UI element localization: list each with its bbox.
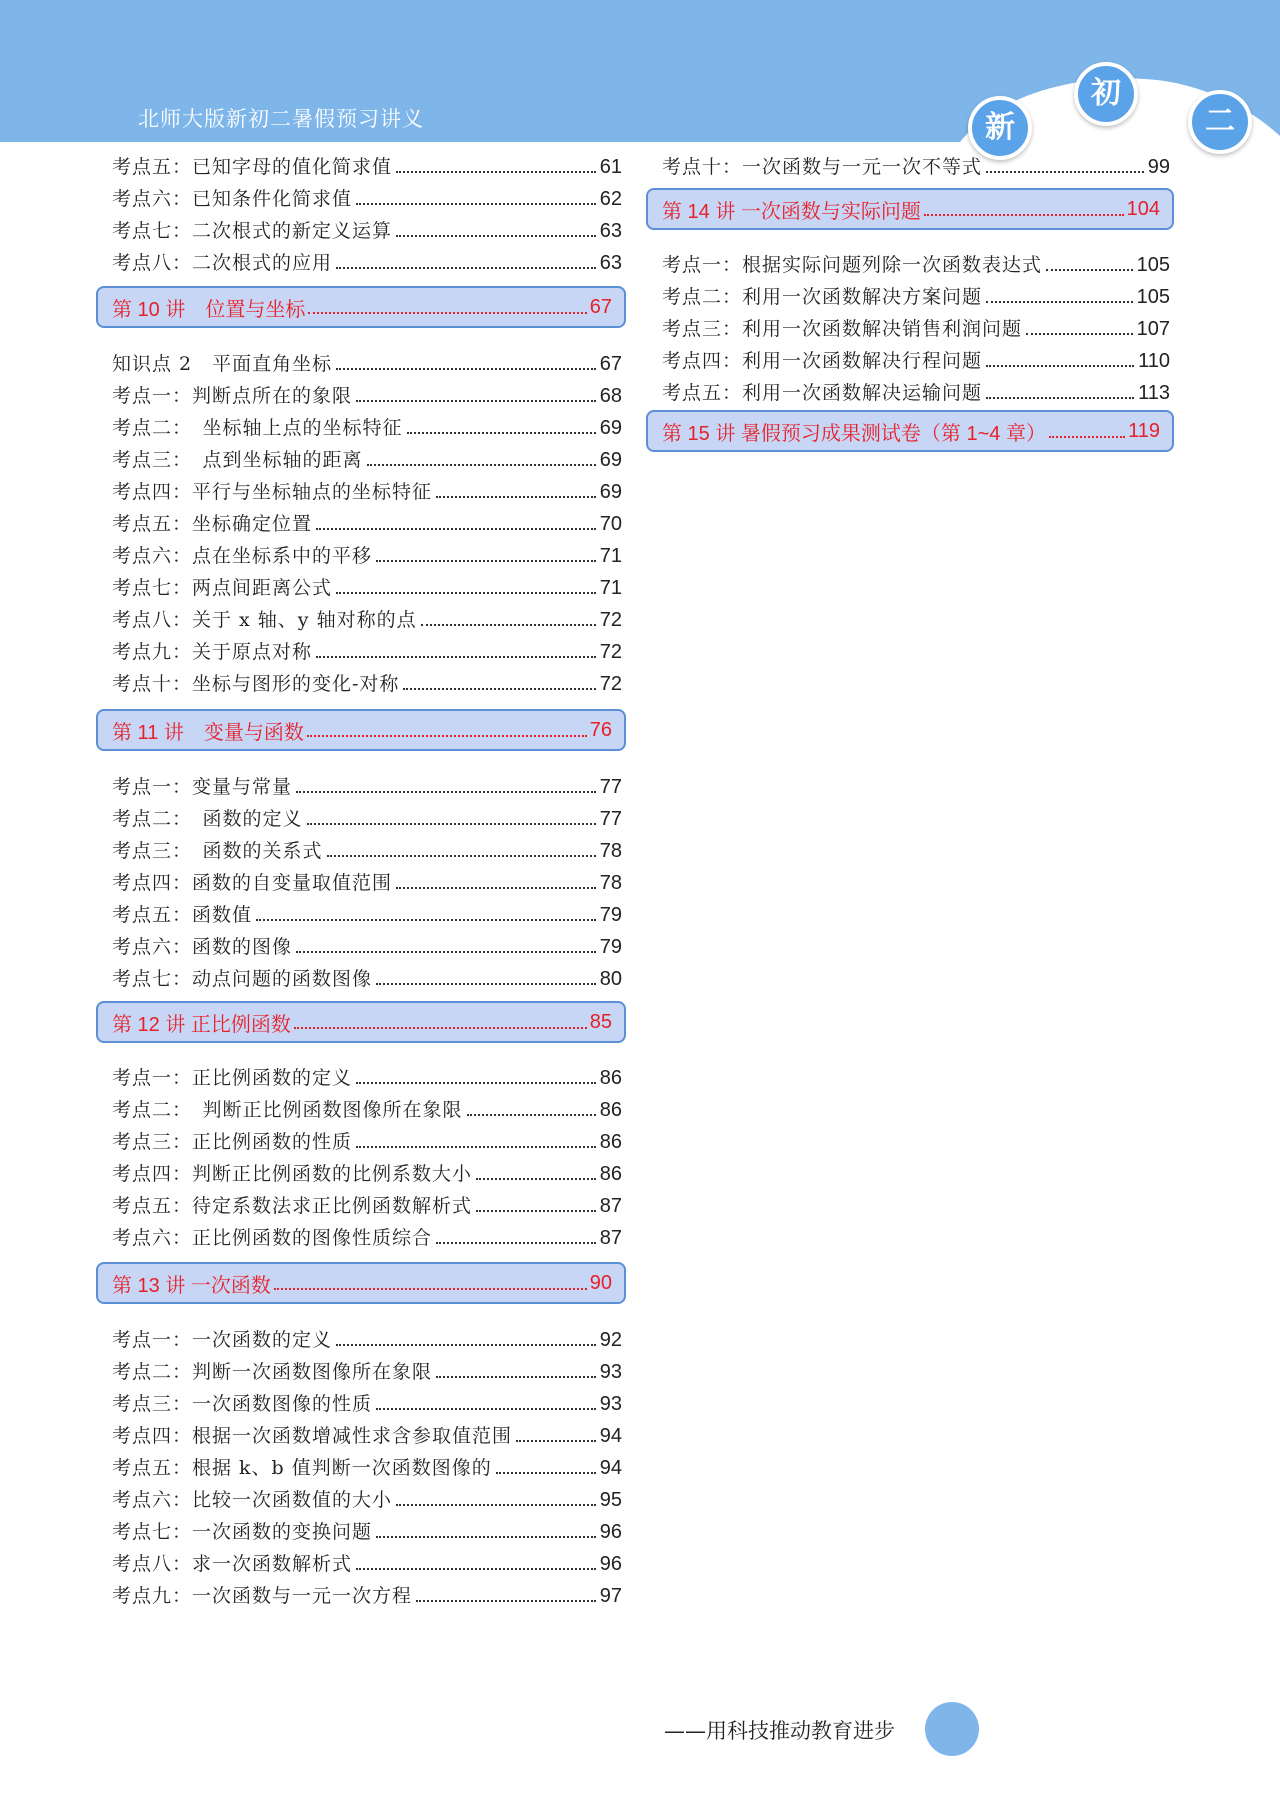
dot-leader <box>476 1178 596 1180</box>
toc-page-number: 72 <box>599 609 622 631</box>
toc-page-number: 77 <box>599 776 622 798</box>
dot-leader <box>436 1376 596 1378</box>
dot-leader <box>436 1242 596 1244</box>
toc-entry-label: 考点十：坐标与图形的变化-对称 <box>112 673 400 695</box>
toc-entry[interactable] <box>662 375 1170 405</box>
toc-entry-label: 考点八：求一次函数解析式 <box>112 1553 353 1575</box>
toc-entry[interactable] <box>112 506 622 536</box>
toc-entry-label: 考点六：函数的图像 <box>112 936 293 958</box>
toc-entry-label: 考点八：关于 x 轴、y 轴对称的点 <box>112 609 417 631</box>
toc-entry[interactable] <box>112 1220 622 1250</box>
dot-leader <box>403 688 595 690</box>
badge-xin: 新 <box>968 96 1032 160</box>
dot-leader <box>496 1472 596 1474</box>
toc-entry-label: 考点五：待定系数法求正比例函数解析式 <box>112 1195 473 1217</box>
toc-entry[interactable] <box>112 213 622 243</box>
toc-entry-label: 考点三： 点到坐标轴的距离 <box>112 449 363 471</box>
toc-page-number: 71 <box>599 577 622 599</box>
toc-entry[interactable] <box>112 1060 622 1090</box>
toc-page-number: 86 <box>599 1131 622 1153</box>
dot-leader <box>467 1114 596 1116</box>
toc-entry-label: 考点九：关于原点对称 <box>112 641 313 663</box>
toc-entry-label: 第 15 讲 暑假预习成果测试卷（第 1~4 章） <box>662 422 1046 445</box>
toc-entry[interactable] <box>112 149 622 179</box>
dot-leader <box>307 823 596 825</box>
toc-page-number: 78 <box>599 840 622 862</box>
toc-page-number: 69 <box>599 449 622 471</box>
badge-er: 二 <box>1188 90 1252 154</box>
toc-entry-label: 考点十：一次函数与一元一次不等式 <box>662 156 983 178</box>
toc-page-number: 67 <box>589 295 612 318</box>
dot-leader <box>336 592 596 594</box>
toc-entry[interactable] <box>112 1546 622 1576</box>
toc-entry-label: 考点四：平行与坐标轴点的坐标特征 <box>112 481 433 503</box>
toc-entry[interactable] <box>662 343 1170 373</box>
toc-page-number: 96 <box>599 1553 622 1575</box>
toc-entry-label: 第 11 讲 变量与函数 <box>112 721 304 744</box>
toc-entry-label: 知识点 2 平面直角坐标 <box>112 353 333 375</box>
dot-leader <box>376 1408 596 1410</box>
dot-leader <box>436 496 596 498</box>
toc-page-number: 79 <box>599 904 622 926</box>
toc-entry[interactable] <box>112 1386 622 1416</box>
toc-entry-label: 考点一：变量与常量 <box>112 776 293 798</box>
toc-entry-label: 考点五：函数值 <box>112 904 253 926</box>
toc-entry[interactable] <box>112 474 622 504</box>
toc-entry[interactable] <box>112 181 622 211</box>
toc-entry-label: 考点三： 函数的关系式 <box>112 840 323 862</box>
toc-page-number: 80 <box>599 968 622 990</box>
toc-entry-label: 考点一：一次函数的定义 <box>112 1329 333 1351</box>
toc-page-number: 77 <box>599 808 622 830</box>
toc-entry-label: 考点二：利用一次函数解决方案问题 <box>662 286 983 308</box>
toc-page-number: 113 <box>1138 382 1170 404</box>
toc-page-number: 93 <box>599 1393 622 1415</box>
toc-page-number: 86 <box>599 1163 622 1185</box>
toc-page-number: 78 <box>599 872 622 894</box>
toc-entry-label: 考点五：坐标确定位置 <box>112 513 313 535</box>
toc-entry-label: 第 13 讲 一次函数 <box>112 1274 271 1297</box>
toc-entry[interactable] <box>112 961 622 991</box>
dot-leader <box>316 528 596 530</box>
toc-entry-label: 考点一：正比例函数的定义 <box>112 1067 353 1089</box>
toc-entry[interactable] <box>112 1450 622 1480</box>
page-number-circle <box>925 1702 979 1756</box>
toc-entry-label: 考点二： 函数的定义 <box>112 808 303 830</box>
toc-entry[interactable] <box>112 1578 622 1608</box>
toc-page-number: 67 <box>599 353 622 375</box>
toc-entry-label: 考点七：两点间距离公式 <box>112 577 333 599</box>
dot-leader <box>986 397 1134 399</box>
toc-page-number: 110 <box>1138 350 1170 372</box>
toc-entry-label: 考点五：已知字母的值化简求值 <box>112 156 393 178</box>
toc-entry[interactable] <box>112 346 622 376</box>
toc-entry[interactable] <box>112 1418 622 1448</box>
toc-entry-label: 第 12 讲 正比例函数 <box>112 1013 291 1036</box>
toc-page-number: 105 <box>1136 286 1170 308</box>
dot-leader <box>274 1288 587 1290</box>
toc-page-number: 87 <box>599 1227 622 1249</box>
toc-entry-label: 考点三：一次函数图像的性质 <box>112 1393 373 1415</box>
toc-entry[interactable] <box>112 378 622 408</box>
dot-leader <box>396 1504 596 1506</box>
dot-leader <box>367 464 596 466</box>
toc-entry[interactable] <box>662 149 1170 179</box>
dot-leader <box>1049 436 1125 438</box>
toc-entry[interactable] <box>112 1322 622 1352</box>
dot-leader <box>336 368 596 370</box>
toc-entry[interactable] <box>112 1188 622 1218</box>
dot-leader <box>476 1210 596 1212</box>
toc-entry-label: 考点一：根据实际问题列除一次函数表达式 <box>662 254 1043 276</box>
toc-page-number: 87 <box>599 1195 622 1217</box>
toc-page-number: 105 <box>1136 254 1170 276</box>
toc-entry[interactable] <box>112 801 622 831</box>
toc-entry-label: 考点二： 判断正比例函数图像所在象限 <box>112 1099 463 1121</box>
toc-page-number: 71 <box>599 545 622 567</box>
toc-entry[interactable] <box>112 1124 622 1154</box>
toc-page-number: 69 <box>599 417 622 439</box>
toc-page-number: 86 <box>599 1099 622 1121</box>
toc-page-number: 94 <box>599 1457 622 1479</box>
toc-entry[interactable] <box>112 666 622 696</box>
toc-entry[interactable] <box>112 634 622 664</box>
toc-page-number: 63 <box>599 220 622 242</box>
dot-leader <box>986 171 1144 173</box>
toc-entry-label: 考点八：二次根式的应用 <box>112 252 333 274</box>
toc-entry-label: 考点三：正比例函数的性质 <box>112 1131 353 1153</box>
toc-page-number: 79 <box>599 936 622 958</box>
dot-leader <box>356 1568 596 1570</box>
dot-leader <box>516 1440 596 1442</box>
toc-entry[interactable] <box>662 247 1170 277</box>
toc-page-number: 97 <box>599 1585 622 1607</box>
toc-page-number: 86 <box>599 1067 622 1089</box>
lecture-heading[interactable] <box>646 188 1174 230</box>
toc-page-number: 107 <box>1136 318 1170 340</box>
dot-leader <box>421 624 596 626</box>
dot-leader <box>356 400 596 402</box>
toc-entry[interactable] <box>112 1092 622 1122</box>
dot-leader <box>316 656 596 658</box>
dot-leader <box>986 301 1133 303</box>
toc-entry-label: 第 10 讲 位置与坐标 <box>112 298 306 321</box>
toc-entry[interactable] <box>112 1482 622 1512</box>
dot-leader <box>924 214 1124 216</box>
toc-entry[interactable] <box>112 1354 622 1384</box>
toc-page-number: 61 <box>599 156 622 178</box>
toc-entry[interactable] <box>112 833 622 863</box>
toc-entry-label: 第 14 讲 一次函数与实际问题 <box>662 200 921 223</box>
toc-entry-label: 考点六：已知条件化简求值 <box>112 188 353 210</box>
toc-page-number: 70 <box>599 513 622 535</box>
toc-entry[interactable] <box>112 245 622 275</box>
toc-page-number: 63 <box>599 252 622 274</box>
toc-entry[interactable] <box>112 602 622 632</box>
toc-entry[interactable] <box>112 538 622 568</box>
footer-slogan: ——用科技推动教育进步 <box>664 1719 895 1743</box>
toc-entry-label: 考点五：利用一次函数解决运输问题 <box>662 382 983 404</box>
dot-leader <box>256 919 596 921</box>
toc-entry-label: 考点四：利用一次函数解决行程问题 <box>662 350 983 372</box>
dot-leader <box>986 365 1134 367</box>
toc-entry[interactable] <box>112 897 622 927</box>
toc-page-number: 76 <box>589 718 612 741</box>
toc-page-number: 99 <box>1147 156 1170 178</box>
dot-leader <box>336 1344 596 1346</box>
toc-entry-label: 考点七：动点问题的函数图像 <box>112 968 373 990</box>
toc-entry[interactable] <box>112 410 622 440</box>
toc-page-number: 72 <box>599 641 622 663</box>
dot-leader <box>376 983 596 985</box>
toc-page-number: 95 <box>599 1489 622 1511</box>
toc-page-number: 72 <box>599 673 622 695</box>
toc-entry-label: 考点四：函数的自变量取值范围 <box>112 872 393 894</box>
dot-leader <box>356 203 596 205</box>
dot-leader <box>356 1146 596 1148</box>
dot-leader <box>356 1082 596 1084</box>
toc-entry-label: 考点九：一次函数与一元一次方程 <box>112 1585 413 1607</box>
dot-leader <box>396 235 596 237</box>
toc-entry-label: 考点七：二次根式的新定义运算 <box>112 220 393 242</box>
toc-page-number: 119 <box>1128 419 1160 442</box>
dot-leader <box>296 951 596 953</box>
toc-entry[interactable] <box>112 865 622 895</box>
dot-leader <box>1026 333 1133 335</box>
dot-leader <box>407 432 596 434</box>
toc-page-number: 69 <box>599 481 622 503</box>
toc-page-number: 104 <box>1126 197 1160 220</box>
header-band <box>0 0 1280 145</box>
toc-entry[interactable] <box>112 929 622 959</box>
lecture-heading[interactable] <box>96 1262 626 1304</box>
toc-entry-label: 考点五：根据 k、b 值判断一次函数图像的 <box>112 1457 492 1479</box>
lecture-heading[interactable] <box>646 410 1174 452</box>
toc-entry[interactable] <box>112 570 622 600</box>
toc-entry[interactable] <box>662 311 1170 341</box>
toc-entry[interactable] <box>112 769 622 799</box>
toc-page-number: 62 <box>599 188 622 210</box>
toc-page-number: 92 <box>599 1329 622 1351</box>
toc-entry[interactable] <box>112 442 622 472</box>
dot-leader <box>376 1536 596 1538</box>
toc-entry-label: 考点七：一次函数的变换问题 <box>112 1521 373 1543</box>
toc-entry-label: 考点四：判断正比例函数的比例系数大小 <box>112 1163 473 1185</box>
dot-leader <box>396 171 596 173</box>
badge-chu: 初 <box>1074 62 1138 126</box>
lecture-heading[interactable] <box>96 709 626 751</box>
toc-entry[interactable] <box>112 1156 622 1186</box>
toc-entry-label: 考点一：判断点所在的象限 <box>112 385 353 407</box>
toc-page-number: 94 <box>599 1425 622 1447</box>
toc-entry-label: 考点二： 坐标轴上点的坐标特征 <box>112 417 403 439</box>
toc-entry-label: 考点六：比较一次函数值的大小 <box>112 1489 393 1511</box>
dot-leader <box>396 887 596 889</box>
header-title: 北师大版新初二暑假预习讲义 <box>138 107 424 131</box>
lecture-heading[interactable] <box>96 1001 626 1043</box>
dot-leader <box>416 1600 596 1602</box>
dot-leader <box>308 312 586 314</box>
dot-leader <box>376 560 596 562</box>
toc-entry[interactable] <box>662 279 1170 309</box>
toc-page-number: 85 <box>589 1010 612 1033</box>
toc-entry-label: 考点二：判断一次函数图像所在象限 <box>112 1361 433 1383</box>
toc-page-number: 90 <box>589 1271 612 1294</box>
dot-leader <box>336 267 596 269</box>
toc-page-number: 93 <box>599 1361 622 1383</box>
toc-entry[interactable] <box>112 1514 622 1544</box>
dot-leader <box>307 735 587 737</box>
lecture-heading[interactable] <box>96 286 626 328</box>
dot-leader <box>327 855 596 857</box>
dot-leader <box>296 791 596 793</box>
toc-page-number: 96 <box>599 1521 622 1543</box>
toc-entry-label: 考点六：点在坐标系中的平移 <box>112 545 373 567</box>
dot-leader <box>294 1027 587 1029</box>
dot-leader <box>1046 269 1133 271</box>
toc-entry-label: 考点四：根据一次函数增减性求含参取值范围 <box>112 1425 513 1447</box>
toc-page-number: 68 <box>599 385 622 407</box>
toc-entry-label: 考点六：正比例函数的图像性质综合 <box>112 1227 433 1249</box>
toc-entry-label: 考点三：利用一次函数解决销售利润问题 <box>662 318 1023 340</box>
